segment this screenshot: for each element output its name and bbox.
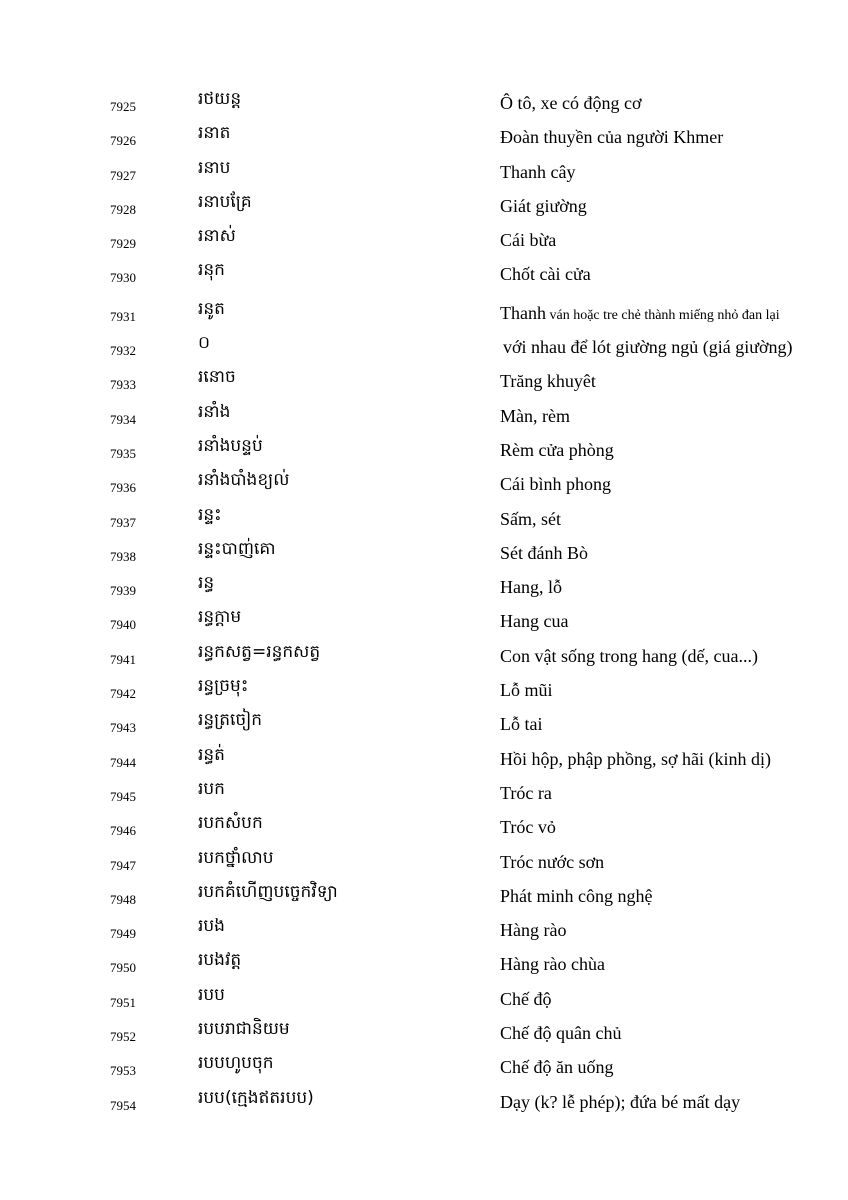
entry-number: 7934 bbox=[110, 411, 136, 427]
khmer-term: ០ bbox=[198, 333, 211, 354]
khmer-term: រន្ទះបាញ់គោ bbox=[198, 538, 276, 559]
entry-number: 7931 bbox=[110, 308, 136, 324]
khmer-term: រថយន្ត bbox=[198, 89, 242, 109]
entry-number: 7943 bbox=[110, 720, 136, 736]
vietnamese-meaning: Màn, rèm bbox=[500, 405, 570, 426]
entry-number: 7925 bbox=[110, 99, 136, 114]
vietnamese-meaning: Trăng khuyêt bbox=[500, 371, 596, 392]
vietnamese-meaning: Ô tô, xe có động cơ bbox=[500, 93, 642, 113]
vietnamese-meaning: Sét đánh Bò bbox=[500, 542, 588, 563]
entry-number: 7933 bbox=[110, 377, 136, 393]
entry-row bbox=[0, 570, 848, 604]
entry-number: 7941 bbox=[110, 651, 136, 667]
entry-row bbox=[0, 364, 848, 398]
entry-row bbox=[0, 257, 848, 291]
khmer-term: រនាប bbox=[198, 157, 231, 178]
entry-row bbox=[0, 1085, 848, 1119]
entry-number: 7951 bbox=[110, 994, 136, 1010]
khmer-term: រនូត bbox=[198, 298, 225, 319]
vietnamese-meaning: Lỗ mũi bbox=[500, 680, 553, 701]
entry-number: 7950 bbox=[110, 960, 136, 976]
vietnamese-meaning: Chế độ ăn uống bbox=[500, 1057, 614, 1078]
entry-number: 7949 bbox=[110, 926, 136, 942]
entry-row bbox=[0, 467, 848, 501]
khmer-term: រនាត bbox=[198, 123, 231, 144]
entry-number: 7939 bbox=[110, 583, 136, 599]
entry-row bbox=[0, 502, 848, 536]
khmer-term: របក bbox=[198, 778, 225, 799]
entry-row bbox=[0, 810, 848, 844]
khmer-term: របប bbox=[198, 984, 225, 1005]
khmer-term: រនុក bbox=[198, 260, 225, 281]
entry-row bbox=[0, 742, 848, 776]
khmer-term: រន្ធត្រចៀក bbox=[198, 710, 263, 731]
khmer-term: រនាស់ bbox=[198, 226, 236, 247]
vietnamese-meaning: Giát giường bbox=[500, 195, 587, 216]
vietnamese-meaning: Hang cua bbox=[500, 611, 569, 632]
entry-row bbox=[0, 1050, 848, 1084]
khmer-term: រន្ធក្តាម bbox=[198, 607, 242, 628]
vietnamese-meaning: với nhau để lót giường ngủ (giá giường) bbox=[503, 337, 793, 358]
entry-number: 7926 bbox=[110, 133, 136, 149]
khmer-term: របប(ក្មេងឥតរបប) bbox=[198, 1087, 314, 1108]
entry-number: 7953 bbox=[110, 1063, 136, 1079]
vietnamese-meaning: Hồi hộp, phập phồng, sợ hãi (kinh dị) bbox=[500, 748, 771, 769]
vietnamese-meaning: Tróc ra bbox=[500, 782, 552, 803]
entry-row bbox=[0, 155, 848, 189]
vietnamese-meaning: Chốt cài cửa bbox=[500, 264, 591, 285]
entry-row bbox=[0, 776, 848, 810]
khmer-term: របកថ្នាំលាប bbox=[198, 847, 274, 868]
khmer-term: រន្ធ bbox=[198, 573, 215, 594]
entry-number: 7929 bbox=[110, 236, 136, 252]
entry-number: 7954 bbox=[110, 1097, 136, 1113]
khmer-term: រន្ទះ bbox=[198, 504, 222, 525]
khmer-term: រន្ធកសត្វ=រន្ធកសត្វ bbox=[198, 641, 321, 662]
entry-number: 7937 bbox=[110, 514, 136, 530]
entry-number: 7927 bbox=[110, 167, 136, 183]
vietnamese-meaning: Tróc vỏ bbox=[500, 817, 556, 838]
entry-row bbox=[0, 330, 848, 364]
vietnamese-meaning: Hang, lỗ bbox=[500, 577, 562, 598]
entry-row bbox=[0, 913, 848, 947]
vietnamese-meaning: Hàng rào bbox=[500, 920, 567, 941]
entry-number: 7948 bbox=[110, 891, 136, 907]
entry-row bbox=[0, 120, 848, 154]
entry-row bbox=[0, 1016, 848, 1050]
khmer-term: របបហូបចុក bbox=[198, 1053, 274, 1074]
khmer-term: រន្ធត់ bbox=[198, 744, 225, 765]
entry-row bbox=[0, 604, 848, 638]
khmer-term: របបរាជានិយម bbox=[198, 1019, 290, 1040]
entry-number: 7928 bbox=[110, 201, 136, 217]
entry-number: 7947 bbox=[110, 857, 136, 873]
entry-row bbox=[0, 296, 848, 330]
entry-row bbox=[0, 947, 848, 981]
entry-number: 7945 bbox=[110, 788, 136, 804]
entry-row bbox=[0, 639, 848, 673]
meaning-lead-word: Thanh bbox=[500, 302, 546, 323]
entry-number: 7944 bbox=[110, 754, 136, 770]
vietnamese-meaning: Đoàn thuyền của người Khmer bbox=[500, 127, 724, 148]
khmer-term: រនាំង bbox=[198, 401, 231, 422]
entry-row bbox=[0, 982, 848, 1016]
entry-row bbox=[0, 433, 848, 467]
entry-row bbox=[0, 845, 848, 879]
entry-row bbox=[0, 673, 848, 707]
khmer-term: របកគំហើញបច្ចេកវិទ្យា bbox=[198, 881, 338, 902]
khmer-term: រន្ធច្រមុះ bbox=[198, 676, 249, 697]
vietnamese-meaning: Dạy (k? lễ phép); đứa bé mất dạy bbox=[500, 1091, 741, 1112]
entry-row bbox=[0, 223, 848, 257]
meaning-continuation: ván hoặc tre chẻ thành miếng nhỏ đan lại bbox=[545, 307, 780, 323]
vietnamese-meaning: Lỗ tai bbox=[500, 714, 543, 735]
vietnamese-meaning: Thanh cây bbox=[500, 161, 576, 182]
khmer-term: រនាំងបន្ទប់ bbox=[198, 435, 263, 456]
entry-row bbox=[0, 86, 848, 120]
entry-number: 7952 bbox=[110, 1029, 136, 1045]
khmer-term: របងវត្ត bbox=[198, 950, 242, 971]
entry-number: 7930 bbox=[110, 270, 136, 286]
entry-number: 7942 bbox=[110, 686, 136, 702]
khmer-term: របង bbox=[198, 916, 225, 937]
entry-row bbox=[0, 189, 848, 223]
vietnamese-meaning: Chế độ quân chủ bbox=[500, 1023, 622, 1044]
entry-list bbox=[0, 86, 848, 1119]
entry-row bbox=[0, 536, 848, 570]
vietnamese-meaning bbox=[500, 302, 780, 327]
vietnamese-meaning: Rèm cửa phòng bbox=[500, 439, 614, 460]
vietnamese-meaning: Con vật sống trong hang (dế, cua...) bbox=[500, 645, 758, 666]
entry-number: 7932 bbox=[110, 343, 136, 359]
vietnamese-meaning: Chế độ bbox=[500, 988, 552, 1009]
khmer-term: រនោច bbox=[198, 367, 236, 388]
vietnamese-meaning: Hàng rào chùa bbox=[500, 954, 605, 975]
entry-number: 7936 bbox=[110, 480, 136, 496]
vietnamese-meaning: Cái bừa bbox=[500, 230, 557, 251]
khmer-term: រនាបគ្រែ bbox=[198, 191, 252, 212]
entry-number: 7946 bbox=[110, 823, 136, 839]
vietnamese-meaning: Tróc nước sơn bbox=[500, 851, 605, 872]
entry-row bbox=[0, 399, 848, 433]
khmer-term: រនាំងបាំងខ្យល់ bbox=[198, 470, 290, 491]
entry-number: 7935 bbox=[110, 445, 136, 461]
vietnamese-meaning: Cái bình phong bbox=[500, 474, 611, 495]
vietnamese-meaning: Phát minh công nghệ bbox=[500, 885, 653, 906]
entry-row bbox=[0, 707, 848, 741]
vietnamese-meaning: Sấm, sét bbox=[500, 508, 561, 529]
entry-row bbox=[0, 879, 848, 913]
entry-number: 7938 bbox=[110, 548, 136, 564]
khmer-term: របកសំបក bbox=[198, 813, 263, 834]
entry-number: 7940 bbox=[110, 617, 136, 633]
